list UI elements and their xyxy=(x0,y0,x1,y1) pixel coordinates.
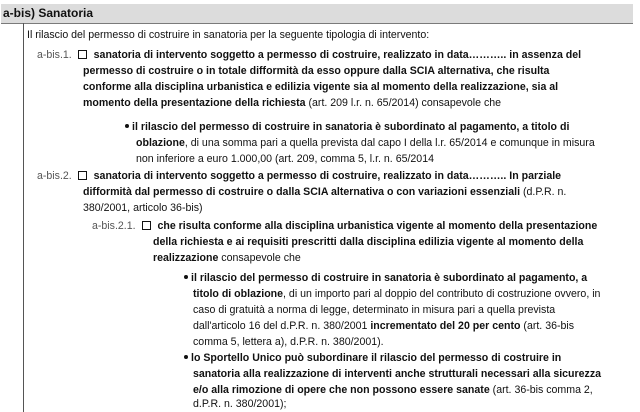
item-21-bullet2-line2: sanatoria alla realizzazione di interventi anche strutturali necessari alla sicurezza xyxy=(193,368,602,380)
item-1-line4 xyxy=(83,95,501,111)
item-1-line4-rest: (art. 209 l.r. n. 65/2014) consapevole che xyxy=(305,97,502,109)
item-21-bullet1-line4-a: dall'articolo 16 del d.P.R. n. 380/2001 xyxy=(193,320,371,332)
item-1-label: a-bis.1. xyxy=(37,49,72,61)
intro-text: Il rilascio del permesso di costruire in sanatoria per la seguente tipologia di intervento: xyxy=(27,29,430,41)
item-2-line3: 380/2001, articolo 36-bis) xyxy=(83,202,203,214)
item-21-bullet1-line3: caso di gratuità a norma di legge, determinato in misura pari a quella prevista xyxy=(193,304,556,316)
item-1-text-1: sanatoria di intervento soggetto a permesso di costruire, realizzato in data……….. in assenza del xyxy=(93,49,582,61)
item-21-bullet2-line4: d.P.R. n. 380/2001); xyxy=(193,398,287,410)
item-2-label: a-bis.2. xyxy=(37,170,72,182)
item-21-line2: della richiesta e ai requisiti prescritti dalla disciplina edilizia vigente al momento della xyxy=(153,236,584,248)
item-21-checkbox[interactable] xyxy=(142,221,151,230)
item-2-line2-rest: (d.P.R. n. xyxy=(520,186,567,198)
item-1-bullet-line1 xyxy=(125,119,569,135)
item-2-line2 xyxy=(83,184,566,200)
bullet-icon xyxy=(184,355,188,359)
item-1-line4-bold: momento della presentazione della richiesta xyxy=(83,97,306,109)
item-1-bullet-text-1: il rilascio del permesso di costruire in sanatoria è subordinato al pagamento, a titolo di xyxy=(132,121,570,133)
item-21-line3-bold: realizzazione xyxy=(153,252,219,264)
item-1-bullet-line2-bold: oblazione xyxy=(136,137,185,149)
item-21-bullet1-line4-bold: incrementato del 20 per cento xyxy=(370,320,521,332)
item-21-bullet1-line5: comma 5, lettera a), d.P.R. n. 380/2001). xyxy=(193,336,384,348)
item-21-bullet2-line1 xyxy=(184,350,561,366)
item-2-text-1: sanatoria di intervento soggetto a permesso di costruire, realizzato in data……….. In parziale xyxy=(93,170,562,182)
item-21-bullet1-line2 xyxy=(193,286,600,302)
item-1-line1 xyxy=(37,47,581,63)
item-21-bullet1-line4-rest: (art. 36-bis xyxy=(520,320,575,332)
item-21-bullet2-line3-bold: e/o alla rimozione di opere che non possono essere sanate xyxy=(193,384,490,396)
item-1-line2: permesso di costruire o in totale difformità da esso oppure dalla SCIA alternativa, che risulta xyxy=(83,65,550,77)
item-21-bullet2-line3-rest: (art. 36-bis comma 2, xyxy=(489,384,593,396)
bullet-icon xyxy=(125,124,129,128)
item-2-line1 xyxy=(37,168,561,184)
item-21-line3-rest: consapevole che xyxy=(218,252,301,264)
item-21-bullet1-line1 xyxy=(184,270,587,286)
item-1-checkbox[interactable] xyxy=(78,50,87,59)
item-21-bullet1-line2-rest: , di un importo pari al doppio del contributo di costruzione ovvero, in xyxy=(283,288,601,300)
item-21-label: a-bis.2.1. xyxy=(92,220,136,232)
item-21-line3 xyxy=(153,250,301,266)
item-21-line1 xyxy=(92,218,597,234)
item-21-bullet1-text-1: il rilascio del permesso di costruire in sanatoria è subordinato al pagamento, a xyxy=(191,272,588,284)
item-1-bullet-line3: non inferiore a euro 1.000,00 (art. 209, comma 5, l.r. n. 65/2014 xyxy=(136,153,434,165)
item-21-text-1: che risulta conforme alla disciplina urbanistica vigente al momento della presentazione xyxy=(157,220,598,232)
item-21-bullet2-text-1: lo Sportello Unico può subordinare il rilascio del permesso di costruire in xyxy=(191,352,562,364)
section-title: a-bis) Sanatoria xyxy=(3,6,94,20)
item-2-checkbox[interactable] xyxy=(78,171,87,180)
bullet-icon xyxy=(184,275,188,279)
item-21-bullet1-line4 xyxy=(193,318,574,334)
item-2-line2-bold: difformità dal permesso di costruire o dalla SCIA alternativa o con variazioni essenziali xyxy=(83,186,521,198)
section-header xyxy=(1,4,633,24)
item-21-bullet1-line2-bold: titolo di oblazione xyxy=(193,288,284,300)
item-1-line3: conforme alla disciplina urbanistica e edilizia vigente sia al momento della realizzazione, sia al xyxy=(83,81,559,93)
item-1-bullet-line2-rest: , di una somma pari a quella prevista dal capo I della l.r. 65/2014 e comunque in misura xyxy=(184,137,595,149)
item-1-bullet-line2 xyxy=(136,135,595,151)
